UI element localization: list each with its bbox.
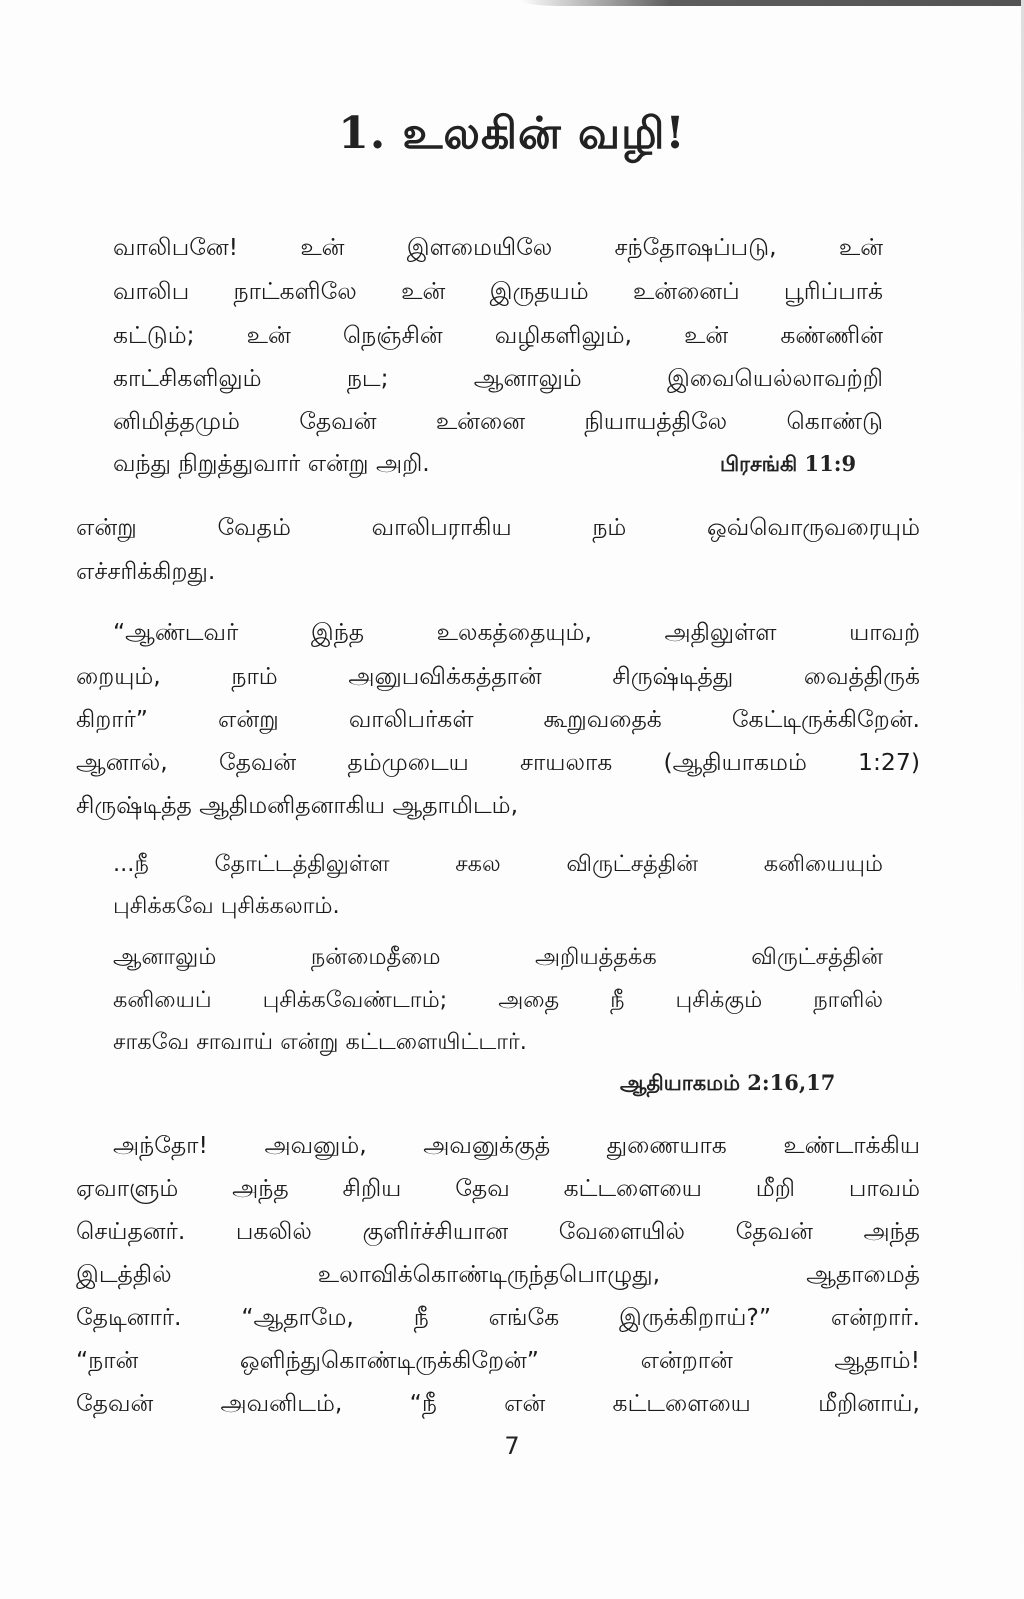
paragraph-line: அந்தோ! அவனும், அவனுக்குத் துணையாக உண்டாக்கிய [113, 1131, 920, 1159]
paragraph-line: றையும், நாம் அனுபவிக்கத்தான் சிருஷ்டித்து வைத்திருக் [76, 662, 920, 690]
paragraph-line: செய்தனர். பகலில் குளிர்ச்சியான வேளையில் தேவன் அந்த [76, 1217, 920, 1245]
epigraph-line: காட்சிகளிலும் நட; ஆனாலும் இவையெல்லாவற்றி [113, 364, 883, 392]
paragraph-line: எச்சரிக்கிறது. [76, 557, 216, 585]
paragraph-line: ஆனால், தேவன் தம்முடைய சாயலாக (ஆதியாகமம் 1:27) [76, 748, 920, 776]
epigraph-line: வாலிபனே! உன் இளமையிலே சந்தோஷப்படு, உன் [113, 233, 883, 261]
paragraph-line: கிறார்” என்று வாலிபர்கள் கூறுவதைக் கேட்டிருக்கிறேன். [76, 705, 920, 733]
paragraph-line: இடத்தில் உலாவிக்கொண்டிருந்தபொழுது, ஆதாமைத் [76, 1260, 920, 1288]
scan-edge-shadow [520, 0, 1024, 6]
quote-line: ஆனாலும் நன்மைதீமை அறியத்தக்க விருட்சத்தின் [113, 944, 883, 970]
page-number: 7 [504, 1432, 520, 1460]
epigraph-reference: பிரசங்கி 11:9 [720, 451, 857, 476]
epigraph-line: வந்து நிறுத்துவார் என்று அறி. [113, 449, 430, 477]
quote-reference: ஆதியாகமம் 2:16,17 [620, 1070, 836, 1095]
paragraph-line: ஏவாளும் அந்த சிறிய தேவ கட்டளையை மீறி பாவம் [76, 1174, 920, 1202]
paragraph-line: சிருஷ்டித்த ஆதிமனிதனாகிய ஆதாமிடம், [76, 791, 519, 819]
quote-line: கனியைப் புசிக்கவேண்டாம்; அதை நீ புசிக்கும் நாளில் [113, 987, 883, 1013]
quote-line: சாகவே சாவாய் என்று கட்டளையிட்டார். [113, 1029, 527, 1055]
paragraph-line: “ஆண்டவர் இந்த உலகத்தையும், அதிலுள்ள யாவற் [113, 618, 920, 646]
paragraph-line: என்று வேதம் வாலிபராகிய நம் ஒவ்வொருவரையும் [76, 513, 920, 541]
quote-line: ...நீ தோட்டத்திலுள்ள சகல விருட்சத்தின் கனியையும் [113, 851, 883, 877]
epigraph-line: னிமித்தமும் தேவன் உன்னை நியாயத்திலே கொண்டு [113, 407, 883, 435]
epigraph-line: வாலிப நாட்களிலே உன் இருதயம் உன்னைப் பூரிப்பாக் [113, 277, 883, 305]
epigraph-line: கட்டும்; உன் நெஞ்சின் வழிகளிலும், உன் கண்ணின் [113, 321, 883, 349]
paragraph-line: “நான் ஒளிந்துகொண்டிருக்கிறேன்” என்றான் ஆதாம்! [76, 1346, 920, 1374]
quote-line: புசிக்கவே புசிக்கலாம். [113, 893, 340, 919]
paragraph-line: தேவன் அவனிடம், “நீ என் கட்டளையை மீறினாய், [76, 1389, 920, 1417]
paragraph-line: தேடினார். “ஆதாமே, நீ எங்கே இருக்கிறாய்?” என்றார். [76, 1303, 920, 1331]
chapter-title: 1. உலகின் வழி! [338, 108, 686, 159]
